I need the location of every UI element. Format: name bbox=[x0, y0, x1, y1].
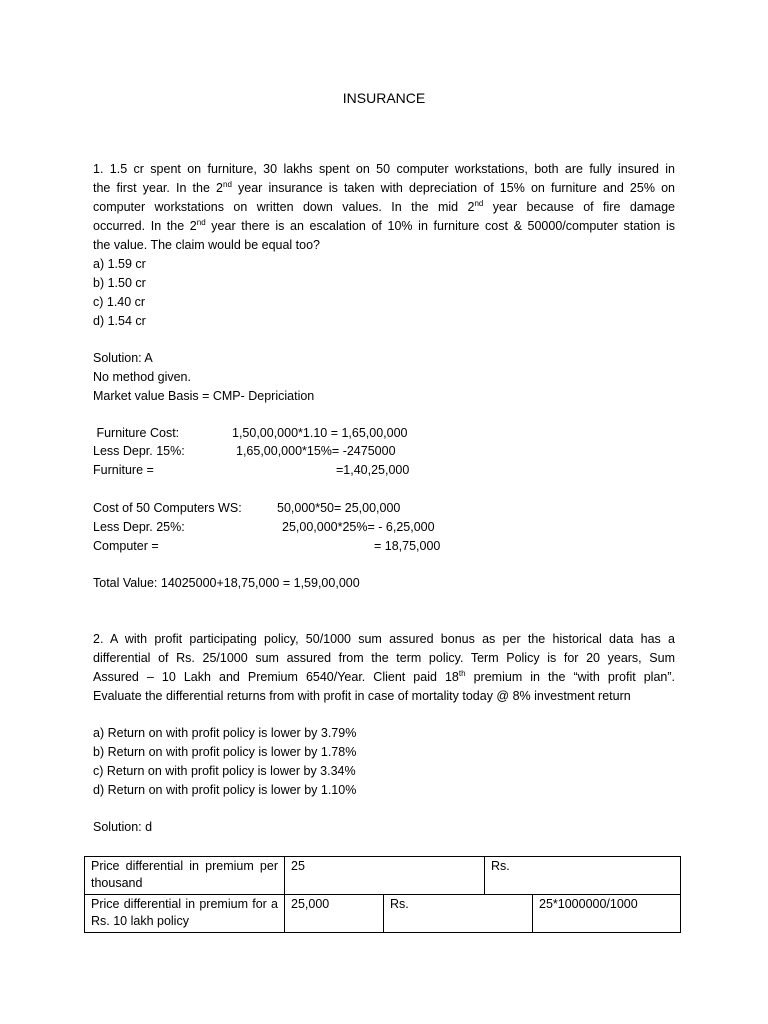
q1-line-2: the first year. In the 2nd year insurance is taken with depreciation of 15% on furniture and 25% on bbox=[93, 180, 675, 195]
q1-line-5: the value. The claim would be equal too? bbox=[93, 238, 321, 252]
q2-option-b: b) Return on with profit policy is lower by 1.78% bbox=[93, 745, 357, 759]
q2-option-d: d) Return on with profit policy is lower by 1.10% bbox=[93, 783, 357, 797]
table-cell-formula: 25*1000000/1000 bbox=[533, 895, 681, 933]
solution-1-basis: Market value Basis = CMP- Depriciation bbox=[93, 389, 315, 403]
table-cell-unit: Rs. bbox=[485, 857, 681, 895]
furniture-depreciation-value: 1,65,00,000*15%= -2475000 bbox=[236, 444, 396, 458]
q1-line-3: computer workstations on written down values. In the mid 2nd year because of fire damage bbox=[93, 199, 676, 214]
table-cell-label: Price differential in premium per thousand bbox=[85, 857, 285, 895]
computer-total-label: Computer = bbox=[93, 539, 159, 553]
q1-option-c: c) 1.40 cr bbox=[93, 295, 146, 309]
table-cell-unit: Rs. bbox=[384, 895, 533, 933]
table-row bbox=[85, 857, 681, 895]
computer-cost-value: 50,000*50= 25,00,000 bbox=[277, 501, 401, 515]
solution-2-heading: Solution: d bbox=[93, 820, 153, 834]
furniture-cost-value: 1,50,00,000*1.10 = 1,65,00,000 bbox=[232, 426, 408, 440]
furniture-depreciation-label: Less Depr. 15%: bbox=[93, 444, 185, 458]
furniture-cost-label: Furniture Cost: bbox=[93, 426, 180, 440]
q1-line-1: 1. 1.5 cr spent on furniture, 30 lakhs spent on 50 computer workstations, both are fully insured in bbox=[93, 162, 675, 176]
table-row bbox=[85, 895, 681, 933]
solution-1-note: No method given. bbox=[93, 370, 191, 384]
solution-1-heading: Solution: A bbox=[93, 351, 153, 365]
q2-line-2: differential of Rs. 25/1000 sum assured from the term policy. Term Policy is for 20 years, Sum bbox=[93, 651, 675, 665]
computer-depreciation-value: 25,00,000*25%= - 6,25,000 bbox=[282, 520, 435, 534]
table-cell-value: 25,000 bbox=[285, 895, 384, 933]
page-title: INSURANCE bbox=[342, 90, 426, 106]
q2-option-c: c) Return on with profit policy is lower by 3.34% bbox=[93, 764, 356, 778]
computer-total-value: = 18,75,000 bbox=[374, 539, 441, 553]
q2-option-a: a) Return on with profit policy is lower by 3.79% bbox=[93, 726, 357, 740]
computer-cost-label: Cost of 50 Computers WS: bbox=[93, 501, 242, 515]
total-value: Total Value: 14025000+18,75,000 = 1,59,00,000 bbox=[93, 576, 360, 590]
furniture-total-label: Furniture = bbox=[93, 463, 154, 477]
q2-line-4: Evaluate the differential returns from with profit in case of mortality today @ 8% investment return bbox=[93, 689, 631, 703]
q2-line-3: Assured – 10 Lakh and Premium 6540/Year. Client paid 18th premium in the “with profit plan”. bbox=[93, 669, 676, 684]
table-cell-value: 25 bbox=[285, 857, 485, 895]
q1-option-d: d) 1.54 cr bbox=[93, 314, 146, 328]
computer-depreciation-label: Less Depr. 25%: bbox=[93, 520, 185, 534]
q1-line-4: occurred. In the 2nd year there is an escalation of 10% in furniture cost & 50000/computer station is bbox=[93, 218, 675, 233]
furniture-total-value: =1,40,25,000 bbox=[336, 463, 410, 477]
q2-line-1: 2. A with profit participating policy, 50/1000 sum assured bonus as per the historical data has a bbox=[93, 632, 675, 646]
q1-option-b: b) 1.50 cr bbox=[93, 276, 146, 290]
table-cell-label: Price differential in premium for a Rs. 10 lakh policy bbox=[85, 895, 285, 933]
q1-option-a: a) 1.59 cr bbox=[93, 257, 146, 271]
price-differential-table bbox=[84, 856, 681, 933]
